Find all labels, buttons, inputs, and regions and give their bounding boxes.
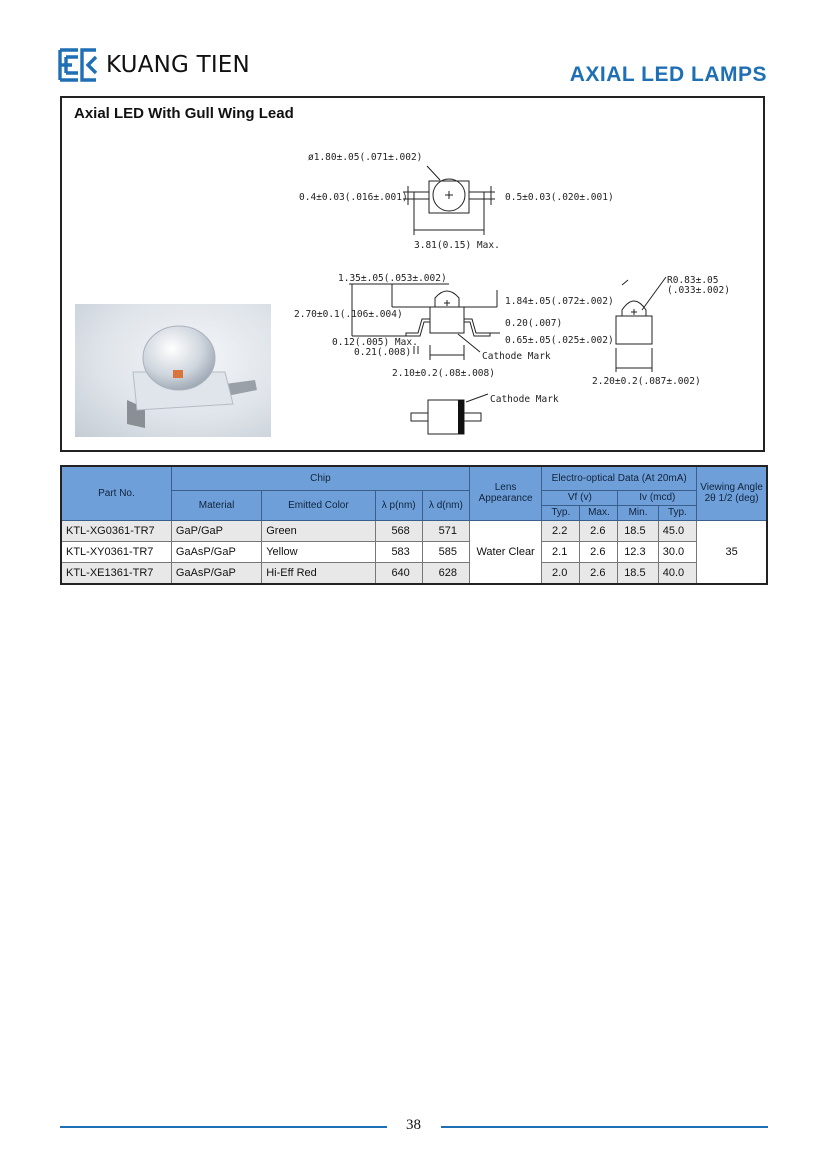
spec-table [60, 465, 768, 585]
dim-top-diameter: ø1.80±.05(.071±.002) [308, 152, 423, 163]
header-emitted-color: Emitted Color [262, 490, 375, 520]
cell-lambda-p: 568 [375, 520, 422, 541]
table-row [61, 520, 767, 541]
cell-material: GaAsP/GaP [171, 562, 261, 584]
cell-iv-min: 18.5 [618, 562, 658, 584]
cathode-mark-band [458, 400, 464, 434]
header-iv: Iv (mcd) [618, 490, 697, 505]
cell-vf-max: 2.6 [580, 520, 618, 541]
header-eo-data: Electro-optical Data (At 20mA) [542, 466, 697, 490]
cell-lambda-d: 571 [422, 520, 469, 541]
dim-lead-gap: 0.21(.008) [354, 347, 412, 358]
header-iv-min: Min. [618, 505, 658, 520]
dim-cathode-mark-side: Cathode Mark [482, 351, 551, 362]
dim-right-lead: 0.5±0.03(.020±.001) [505, 192, 614, 203]
header-lambda-p: λ p(nm) [375, 490, 422, 520]
cell-material: GaP/GaP [171, 520, 261, 541]
header-iv-typ: Typ. [658, 505, 697, 520]
header-chip: Chip [171, 466, 469, 490]
header-part-no: Part No. [61, 466, 171, 520]
dim-lead-foot: 0.65±.05(.025±.002) [505, 335, 614, 346]
cell-vf-typ: 2.0 [542, 562, 580, 584]
cell-lambda-d: 585 [422, 541, 469, 562]
cell-lambda-d: 628 [422, 562, 469, 584]
dim-cathode-mark-bottom: Cathode Mark [490, 394, 559, 405]
dim-total-height: 2.70±0.1(.106±.004) [294, 309, 403, 320]
header-lens: Lens Appearance [469, 466, 541, 520]
dim-dome-height: 1.35±.05(.053±.002) [338, 273, 447, 284]
dim-end-width: 2.20±0.2(.087±.002) [592, 376, 701, 387]
cell-iv-min: 12.3 [618, 541, 658, 562]
header-vf-typ: Typ. [542, 505, 580, 520]
cell-lambda-p: 583 [375, 541, 422, 562]
company-logo [58, 47, 250, 83]
document-title: AXIAL LED LAMPS [569, 63, 767, 86]
header-viewing-angle: Viewing Angle 2θ 1/2 (deg) [697, 466, 767, 520]
cell-iv-typ: 40.0 [658, 562, 697, 584]
cell-material: GaAsP/GaP [171, 541, 261, 562]
cell-color: Yellow [262, 541, 375, 562]
drawing-panel [60, 96, 765, 452]
header-vf: Vf (v) [542, 490, 618, 505]
dim-radius-inch: (.033±.002) [667, 285, 730, 296]
dim-standoff: 0.20(.007) [505, 318, 563, 329]
cell-vf-typ: 2.1 [542, 541, 580, 562]
dim-body-length: 2.10±0.2(.08±.008) [392, 368, 495, 379]
cell-vf-max: 2.6 [580, 541, 618, 562]
dim-left-lead: 0.4±0.03(.016±.001) [299, 192, 408, 203]
cell-vf-typ: 2.2 [542, 520, 580, 541]
cell-iv-min: 18.5 [618, 520, 658, 541]
table-row [61, 541, 767, 562]
header-vf-max: Max. [580, 505, 618, 520]
drawing-title: Axial LED With Gull Wing Lead [74, 105, 294, 122]
company-name: KUANG TIEN [106, 52, 250, 78]
cell-lambda-p: 640 [375, 562, 422, 584]
table-row [61, 562, 767, 584]
dim-radius: R0.83±.05 [667, 275, 719, 286]
cell-iv-typ: 45.0 [658, 520, 697, 541]
header-material: Material [171, 490, 261, 520]
cell-part: KTL-XY0361-TR7 [61, 541, 171, 562]
cell-lens: Water Clear [469, 520, 541, 584]
cell-part: KTL-XE1361-TR7 [61, 562, 171, 584]
dim-body-height: 1.84±.05(.072±.002) [505, 296, 614, 307]
dimension-drawing [62, 98, 767, 454]
cell-part: KTL-XG0361-TR7 [61, 520, 171, 541]
page-number: 38 [406, 1117, 421, 1133]
header-lambda-d: λ d(nm) [422, 490, 469, 520]
cell-color: Hi-Eff Red [262, 562, 375, 584]
cell-viewing-angle: 35 [697, 520, 767, 584]
dim-lead-thickness: 0.12(.005) Max. [332, 337, 418, 348]
kt-logo-icon [58, 47, 98, 83]
dim-overall-length: 3.81(0.15) Max. [414, 240, 500, 251]
cell-vf-max: 2.6 [580, 562, 618, 584]
cell-iv-typ: 30.0 [658, 541, 697, 562]
cell-color: Green [262, 520, 375, 541]
